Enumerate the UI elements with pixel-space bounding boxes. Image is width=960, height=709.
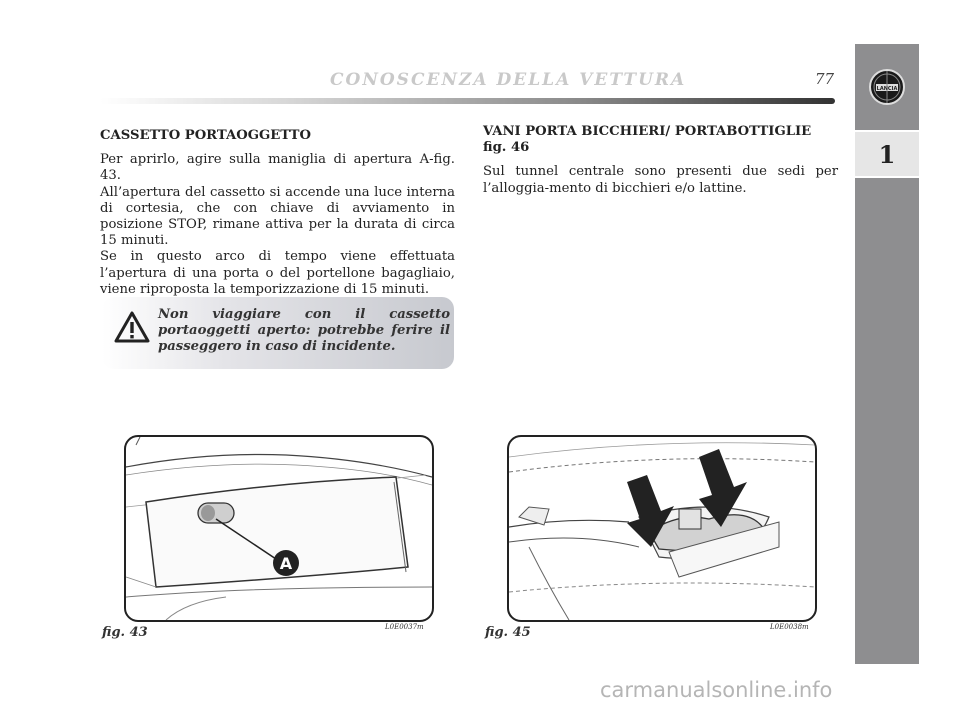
figure-code: L0E0037m xyxy=(385,623,424,631)
chapter-number: 1 xyxy=(855,130,919,178)
figure-caption: fig. 45 xyxy=(485,625,531,640)
paragraph: Se in questo arco di tempo viene effettuata l’apertura di una porta o del portellone bagagliaio, viene riproposta la temporizzazione di 15 minuti. xyxy=(100,249,455,297)
header-rule xyxy=(100,98,835,104)
header-title: CONOSCENZA DELLA VETTURA xyxy=(330,70,687,90)
cupholder-illustration xyxy=(509,437,815,620)
paragraph: Sul tunnel centrale sono presenti due sedi per l’alloggia-mento di bicchieri e/o lattine. xyxy=(483,164,838,196)
logo-text: LANCIA xyxy=(876,86,898,92)
warning-text: Non viaggiare con il cassetto portaoggetti aperto: potrebbe ferire il passeggero in caso di incidente. xyxy=(158,307,450,354)
logo-box xyxy=(855,44,919,130)
paragraph: Per aprirlo, agire sulla maniglia di apertura A-fig. 43. xyxy=(100,152,455,184)
section-heading-figref: fig. 46 xyxy=(483,140,530,156)
glovebox-illustration xyxy=(126,437,432,620)
warning-triangle-icon xyxy=(114,311,150,343)
section-heading-cupholders: VANI PORTA BICCHIERI/ PORTABOTTIGLIE xyxy=(483,124,812,139)
watermark: carmanualsonline.info xyxy=(600,678,833,702)
warning-box xyxy=(102,297,454,369)
callout-label-a: A xyxy=(279,554,293,573)
lancia-logo-icon xyxy=(867,64,907,110)
figure-caption: fig. 43 xyxy=(102,625,148,640)
paragraph: All’apertura del cassetto si accende una luce interna di cortesia, che con chiave di avviamento in posizione STOP, rimane attiva per la durata di circa 15 minuti. xyxy=(100,184,455,249)
right-column xyxy=(483,124,838,197)
figure-glovebox xyxy=(124,435,434,622)
page-number: 77 xyxy=(815,70,835,88)
chapter-side-tab xyxy=(855,44,919,664)
left-column xyxy=(100,128,455,298)
figure-code: L0E0038m xyxy=(770,623,809,631)
figure-cupholders xyxy=(507,435,817,622)
section-heading-glovebox: CASSETTO PORTAOGGETTO xyxy=(100,128,311,143)
